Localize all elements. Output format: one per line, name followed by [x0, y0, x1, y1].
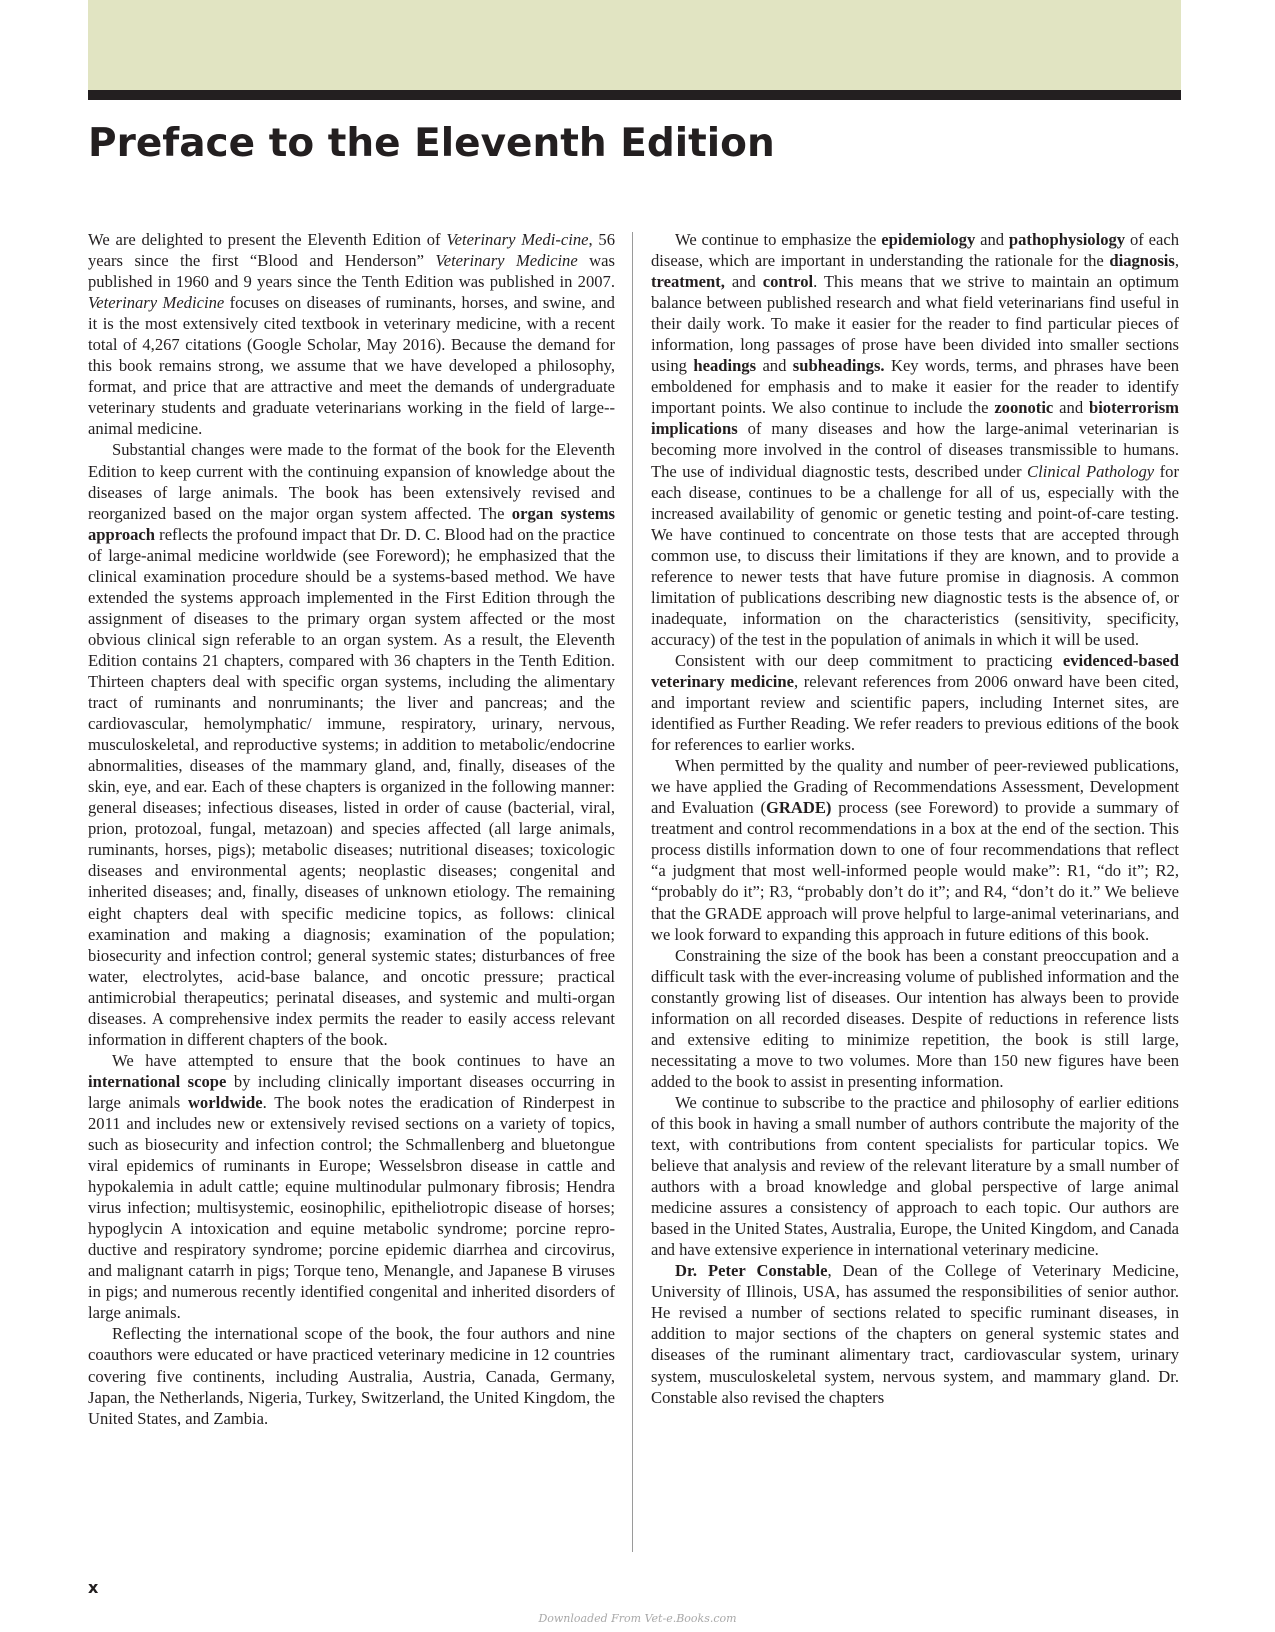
- text-run: When permitted by the quality and number of peer-reviewed publications, we have applied the Grading of Recommendations Assessment, Development and Evaluation (: [651, 756, 1179, 818]
- text-run: We continue to emphasize the: [675, 230, 882, 249]
- header-rule: [88, 90, 1181, 100]
- bold-term: Dr. Peter Constable: [675, 1261, 828, 1281]
- column-divider: [632, 232, 633, 1552]
- page-number: x: [88, 1578, 99, 1597]
- bold-term: pathophysiology: [1008, 230, 1126, 249]
- bold-term: headings: [693, 356, 757, 376]
- paragraph: [651, 1260, 1179, 1407]
- text-run: and: [724, 272, 763, 292]
- text-run: We continue to subscribe to the practice and philosophy of earlier editions of this book in having a small number of authors contribute the majority of the text, with contributions from content specialists for particular topics. We believe that analysis and review of the relevant literature by a small number of authors with a broad knowledge and global perspective of large animal medicine assures a consistency of approach to each topic. Our authors are based in the United States, Australia, Europe, the United Kingdom, and Canada and have extensive experience in international veterinary medicine.: [651, 1092, 1179, 1260]
- text-run: for each disease, continues to be a challenge for all of us, especially with the increased availability of genomic or genetic testing and point-of-care testing. We have continued to concentrate on those tests that are accepted through common use, to discuss their limitations if they are known, and to provide a reference to newer tests that have future promise in diagnosis. A common limitation of publications describing new diagnostic tests is the absence of, or inadequate, information on the characteristics (sensitivity, specificity, accuracy) of the test in the population of animals in which it will be used.: [651, 461, 1180, 649]
- italic-term: Veterinary Medicine: [435, 251, 578, 271]
- text-run: ,: [1174, 251, 1179, 271]
- paragraph: [651, 650, 1179, 755]
- text-run: reflects the profound impact that Dr. D. C. Blood had on the practice of large-animal medicine worldwide (see Foreword); he emphasized that the clinical examination procedure should be a systems-based method. We have extended the systems approach implemented in the First Edition through the assignment of diseases to the primary organ system affected or the most obvious clinical sign referable to an organ system. As a result, the Eleventh Edition contains 21 chapters, compared with 36 chapters in the Tenth Edition. Thirteen chapters deal with specific organ systems, including the alimentary tract of ruminants and nonruminants; the liver and pancreas; and the cardiovascular, hemolymphatic/ immune, respiratory, urinary, nervous, musculoskeletal, and reproductive systems; in addition to metabolic/endocrine abnormalities, diseases of the mammary gland, and, finally, diseases of the skin, eye, and ear. Each of these chapters is organized in the following manner: general diseases; infectious diseases, listed in order of cause (bacterial, viral, prion, protozoal, fungal, metazoan) and species affected (all large animals, ruminants, horses, pigs); metabolic diseases; nutritional diseases; toxicologic diseases and environmental agents; neoplastic diseases; congenital and inherited diseases; and, finally, diseases of unknown etiology. The remaining eight chapters deal with specific medicine topics, as follows: clinical examination and making a diagnosis; examination of the population; biosecurity and infection control; general systemic states; disturbances of free water, electrolytes, acid-base balance, and oncotic pressure; practical antimicrobial therapeutics; perinatal diseases, and systemic and multi-organ diseases. A comprehensive index permits the reader to easily access relevant information in different chapters of the book.: [88, 524, 615, 1049]
- bold-term: control: [762, 272, 814, 292]
- bold-term: GRADE): [766, 798, 832, 818]
- text-run: and: [975, 230, 1009, 249]
- bold-term: international scope: [88, 1071, 227, 1091]
- bold-term: organ systems approach: [88, 503, 615, 544]
- text-run: by including clinically important diseases occurring in large animals: [88, 1071, 615, 1112]
- text-run: , 56 years since the first “Blood and Henderson”: [88, 230, 616, 271]
- paragraph: [651, 1092, 1179, 1260]
- right-text-column: [651, 229, 1179, 1408]
- text-run: Constraining the size of the book has been a constant preoccupation and a difficult task with the ever-increasing volume of published information and the constantly growing list of diseases. Our intention has always been to provide information on all recorded diseases. Despite of reductions in reference lists and extensive editing to minimize repetition, the book is still large, necessitating a move to two volumes. More than 150 new figures have been added to the book to assist in presenting information.: [651, 945, 1179, 1091]
- download-watermark: Downloaded From Vet-e.Books.com: [538, 1612, 737, 1625]
- bold-term: treatment,: [651, 272, 725, 292]
- text-run: and: [1053, 398, 1089, 418]
- bold-term: worldwide: [187, 1092, 263, 1112]
- text-run: , relevant references from 2006 onward have been cited, and important review and scientific papers, including Internet sites, are identified as Further Reading. We refer readers to previous editions of the book for references to earlier works.: [651, 671, 1179, 755]
- paragraph: [651, 755, 1179, 944]
- text-run: of each disease, which are important in understanding the rationale for the: [651, 230, 1179, 271]
- text-run: of many diseases and how the large-animal veterinarian is becoming more involved in the control of diseases transmissible to humans. The use of individual diagnostic tests, described under: [651, 419, 1179, 481]
- paragraph: [651, 945, 1179, 1092]
- bold-term: subheadings.: [792, 356, 885, 376]
- paragraph: [88, 439, 615, 1049]
- text-run: and: [756, 356, 793, 376]
- italic-term: Clinical Pathology: [1027, 461, 1155, 481]
- header-color-band: [88, 0, 1181, 90]
- text-run: focuses on diseases of ruminants, horses, and swine, and it is the most extensively cited textbook in veterinary medicine, with a recent total of 4,267 citations (Google Scholar, May 2016). Because the demand for this book remains strong, we assume that we have developed a philosophy, format, and price that are attractive and meet the demands of undergraduate veterinary students and graduate veterinarians working in the field of large-animal medicine.: [88, 293, 615, 439]
- italic-term: Veterinary Medicine: [88, 293, 225, 313]
- page-title: Preface to the Eleventh Edition: [88, 121, 775, 166]
- text-run: We are delighted to present the Eleventh Edition of: [88, 230, 447, 249]
- text-run: , Dean of the College of Veterinary Medicine, University of Illinois, USA, has assumed the responsibilities of senior author. He revised a number of sections related to specific ruminant diseases, in addition to major sections of the chapters on general systemic states and diseases of the ruminant alimentary tract, cardiovascular system, urinary system, musculoskeletal system, nervous system, and mammary gland. Dr. Constable also revised the chapters: [651, 1261, 1179, 1407]
- bold-term: evidenced-based veterinary medicine: [651, 650, 1179, 691]
- text-run: Consistent with our deep commitment to practicing: [675, 650, 1063, 670]
- left-text-column: [88, 229, 615, 1429]
- text-run: was published in 1960 and 9 years since the Tenth Edition was published in 2007.: [88, 251, 615, 292]
- text-run: Substantial changes were made to the format of the book for the Eleventh Edition to keep current with the continuing expansion of knowledge about the diseases of large animals. The book has been extensively revised and reorganized based on the major organ system affected. The: [88, 440, 615, 523]
- paragraph: [88, 1050, 615, 1324]
- text-run: Key words, terms, and phrases have been emboldened for emphasis and to make it easier for the reader to identify important points. We also continue to include the: [651, 356, 1179, 418]
- text-run: We have attempted to ensure that the book continues to have an: [112, 1050, 615, 1070]
- text-run: . The book notes the eradication of Rinderpest in 2011 and includes new or extensively revised sections on a variety of topics, such as biosecurity and infection control; the Schmallenberg and bluetongue viral epidemics of ruminants in Europe; Wesselsbron disease in cattle and hypokalemia in adult cattle; equine multinodular pulmonary fibrosis; Hendra virus infection; multisystemic, eosinophilic, epitheliotropic disease of horses; hypoglycin A intoxication and equine metabolic syndrome; porcine reproductive and respiratory syndrome; porcine epidemic diarrhea and circovirus, and malignant catarrh in pigs; Torque teno, Menangle, and Japanese B viruses in pigs; and numerous recently identified congenital and inherited disorders of large animals.: [88, 1092, 615, 1323]
- text-run: . This means that we strive to maintain an optimum balance between published research and what field veterinarians find useful in their daily work. To make it easier for the reader to find particular pieces of information, long passages of prose have been divided into smaller sections using: [651, 272, 1180, 376]
- bold-term: bioterrorism implications: [651, 398, 1179, 439]
- bold-term: epidemiology: [881, 230, 976, 249]
- paragraph: [88, 1323, 615, 1428]
- bold-term: zoonotic: [994, 398, 1054, 418]
- italic-term: Veterinary Medi-cine: [446, 230, 589, 249]
- paragraph: [88, 229, 615, 439]
- paragraph: [651, 229, 1179, 650]
- text-run: Reflecting the international scope of the book, the four authors and nine coauthors were educated or have practiced veterinary medicine in 12 countries covering five continents, including Australia, Austria, Canada, Germany, Japan, the Netherlands, Nigeria, Turkey, Switzerland, the United Kingdom, the United States, and Zambia.: [88, 1324, 615, 1428]
- bold-term: diagnosis: [1109, 251, 1175, 271]
- text-run: process (see Foreword) to provide a summary of treatment and control recommendations in a box at the end of the section. This process distills information down to one of four recommendations that reflect “a judgment that most well-informed people would make”: R1, “do it”; R2, “probably do it”; R3, “probably don’t do it”; and R4, “don’t do it.” We believe that the GRADE approach will prove helpful to large-animal veterinarians, and we look forward to expanding this approach in future editions of this book.: [651, 798, 1179, 944]
